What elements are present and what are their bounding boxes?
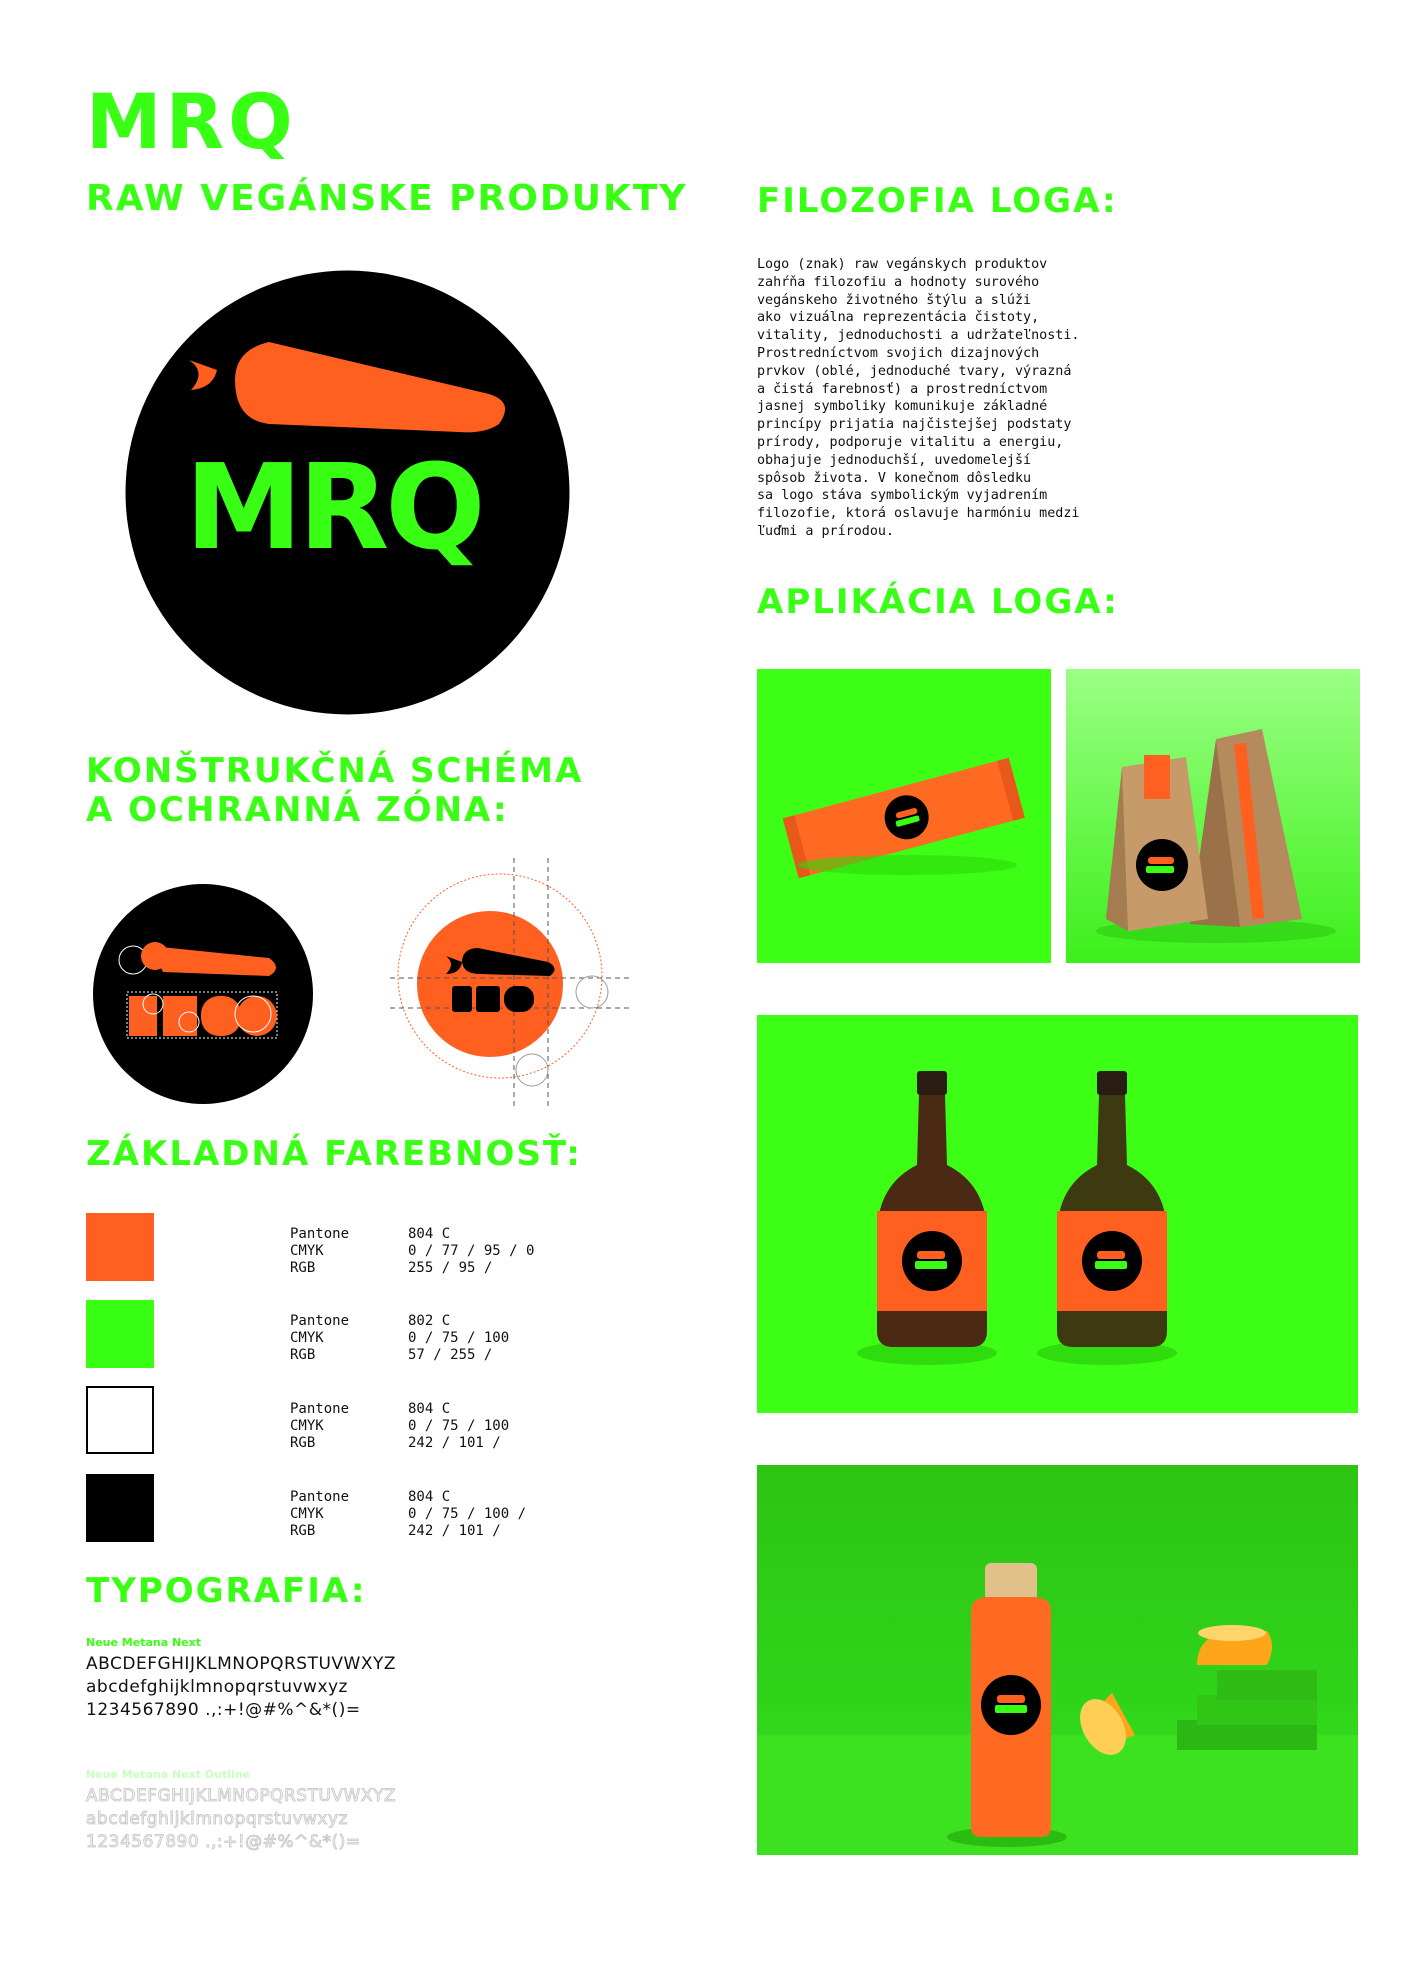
mockup-snack-bar bbox=[757, 669, 1051, 963]
color-info-black: Pantone 804 C CMYK 0 / 75 / 100 / RGB 242 / 101 / bbox=[290, 1489, 527, 1539]
brand-title: MRQ bbox=[86, 77, 297, 166]
brand-subtitle: RAW VEGÁNSKE PRODUKTY bbox=[86, 178, 688, 219]
font-outline-upper: ABCDEFGHIJKLMNOPQRSTUVWXYZ bbox=[86, 1786, 397, 1806]
font-sample-upper: ABCDEFGHIJKLMNOPQRSTUVWXYZ bbox=[86, 1654, 397, 1674]
construction-schema-black bbox=[93, 884, 313, 1104]
mockup-paper-bags bbox=[1066, 669, 1360, 963]
swatch-black bbox=[86, 1474, 154, 1542]
swatch-orange bbox=[86, 1213, 154, 1281]
logo-wordmark: MRQ bbox=[185, 438, 482, 576]
font-sample-lower: abcdefghijklmnopqrstuvwxyz bbox=[86, 1677, 348, 1697]
mockup-bottles bbox=[757, 1015, 1358, 1413]
mockup-thermo-bottle bbox=[757, 1465, 1358, 1855]
construction-schema-orange bbox=[390, 858, 630, 1108]
application-title: APLIKÁCIA LOGA: bbox=[757, 582, 1119, 622]
typography-title: TYPOGRAFIA: bbox=[86, 1571, 367, 1611]
swatch-white bbox=[86, 1386, 154, 1454]
colors-title: ZÁKLADNÁ FAREBNOSŤ: bbox=[86, 1134, 582, 1174]
font-sample-digits: 1234567890 .,:+!@#%^&*()= bbox=[86, 1700, 361, 1720]
philosophy-title: FILOZOFIA LOGA: bbox=[757, 181, 1118, 221]
font-outline-lower: abcdefghijklmnopqrstuvwxyz bbox=[86, 1809, 348, 1829]
swatch-green bbox=[86, 1300, 154, 1368]
font-name-outline: Neue Metana Next Outline bbox=[86, 1768, 251, 1781]
font-name-regular: Neue Metana Next bbox=[86, 1636, 201, 1649]
main-logo bbox=[125, 270, 570, 715]
font-outline-digits: 1234567890 .,:+!@#%^&*()= bbox=[86, 1832, 361, 1852]
color-info-green: Pantone 802 C CMYK 0 / 75 / 100 RGB 57 / 255 / bbox=[290, 1313, 510, 1363]
color-info-white: Pantone 804 C CMYK 0 / 75 / 100 RGB 242 / 101 / bbox=[290, 1401, 510, 1451]
philosophy-text: Logo (znak) raw vegánskych produktov zahŕňa filozofiu a hodnoty surového vegánskeho životného štýlu a slúži ako vizuálna reprezentácia čistoty, vitality, jednoduchosti a udržateľnosti. Prostredníctvom svojich dizajnových prvkov (oblé, jednoduché tvary, výrazná a čistá farebnosť) a prostredníctvom jasnej symboliky komunikuje základné princípy prijatia najčistejšej podstaty prírody, podporuje vitalitu a energiu, obhajuje jednoduchší, uvedomelejší spôsob života. V konečnom dôsledku sa logo stáva symbolickým vyjadrením filozofie, ktorá oslavuje harmóniu medzi ľuďmi a prírodou. bbox=[757, 257, 1080, 539]
construction-title: KONŠTRUKČNÁ SCHÉMA A OCHRANNÁ ZÓNA: bbox=[86, 751, 584, 831]
color-info-orange: Pantone 804 C CMYK 0 / 77 / 95 / 0 RGB 255 / 95 / bbox=[290, 1226, 535, 1276]
